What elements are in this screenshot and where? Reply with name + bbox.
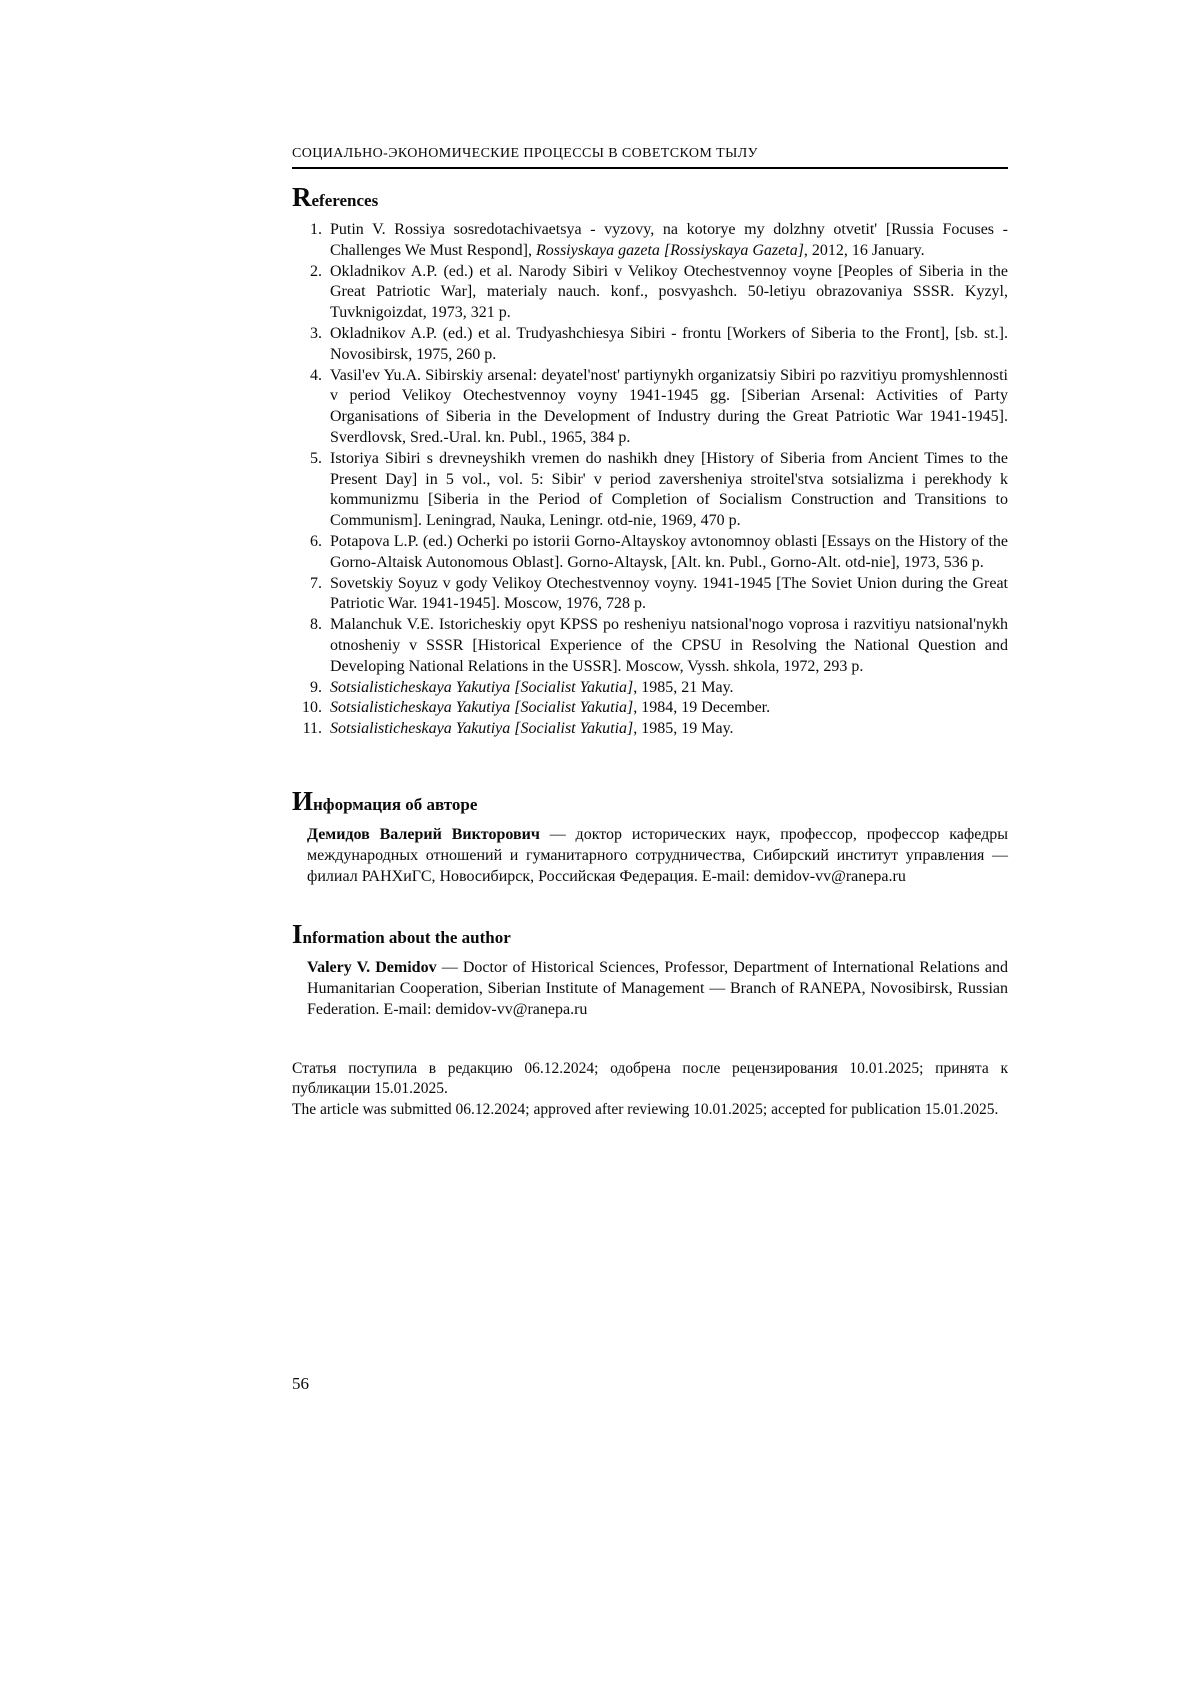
references-list	[292, 220, 1008, 740]
reference-number: 2.	[310, 262, 322, 280]
text-segment: , 1985, 19 May.	[633, 720, 734, 738]
reference-text	[330, 450, 1008, 529]
reference-item	[292, 324, 1008, 366]
reference-number: 8.	[310, 616, 322, 634]
reference-text	[330, 325, 1008, 363]
author-info-en-heading: Information about the author	[292, 919, 511, 950]
reference-text	[330, 221, 1008, 259]
reference-item	[292, 678, 1008, 699]
text-segment: Malanchuk V.E. Istoricheskiy opyt KPSS po resheniyu natsional'nogo voprosa i razvitiyu natsional'nykh otnosheniy v SSSR [Historical Experience of the CPSU in Resolving the National Question and Developing National Relations in the USSR]. Moscow, Vyssh. shkola, 1972, 293 p.	[330, 616, 1008, 675]
reference-number: 10.	[302, 699, 322, 717]
reference-number: 11.	[302, 720, 322, 738]
reference-number: 4.	[310, 366, 322, 384]
reference-item	[292, 449, 1008, 532]
running-header: СОЦИАЛЬНО-ЭКОНОМИЧЕСКИЕ ПРОЦЕССЫ В СОВЕТСКОМ ТЫЛУ	[292, 146, 758, 161]
reference-item	[292, 262, 1008, 324]
reference-text	[330, 263, 1008, 322]
text-segment: Sotsialisticheskaya Yakutiya [Socialist Yakutia]	[330, 720, 634, 738]
reference-item	[292, 719, 1008, 740]
submission-note-ru: Статья поступила в редакцию 06.12.2024; одобрена после рецензирования 10.01.2025; принята к публикации 15.01.2025.	[292, 1059, 1008, 1098]
text-segment: Sovetskiy Soyuz v gody Velikoy Otechestvennoy voyny. 1941-1945 [The Soviet Union during the Great Patriotic War. 1941-1945]. Moscow, 1976, 728 p.	[330, 574, 1008, 613]
text-segment: Okladnikov A.P. (ed.) et al. Trudyashchiesya Sibiri - frontu [Workers of Siberia to the Front], [sb. st.]. Novosibirsk, 1975, 260 p.	[330, 324, 1008, 363]
reference-number: 5.	[310, 449, 322, 467]
header-rule	[292, 167, 1008, 169]
reference-item	[292, 532, 1008, 574]
submission-note-en: The article was submitted 06.12.2024; approved after reviewing 10.01.2025; accepted for publication 15.01.2025.	[292, 1100, 999, 1118]
author-info-en-paragraph	[292, 958, 1008, 1020]
author-info-ru-heading: Информация об авторе	[292, 785, 478, 816]
reference-item	[292, 366, 1008, 449]
text-segment: Sotsialisticheskaya Yakutiya [Socialist Yakutia]	[330, 678, 634, 696]
reference-number: 6.	[310, 532, 322, 550]
reference-item	[292, 574, 1008, 616]
text-segment: Rossiyskaya gazeta [Rossiyskaya Gazeta]	[535, 241, 804, 259]
text-segment: , 2012, 16 January.	[803, 241, 925, 259]
reference-text	[330, 616, 1008, 675]
reference-text	[330, 720, 734, 737]
reference-number: 9.	[310, 678, 322, 696]
reference-text	[330, 575, 1008, 613]
text-segment: Istoriya Sibiri s drevneyshikh vremen do nashikh dney [History of Siberia from Ancient Times to the Present Day] in 5 vol., vol. 5: Sibir' v period zaversheniya stroitel'stva sotsializma i perekhody k kommunizmu [Siberia in the Period of Completion of Socialism Construction and Transitions to Communism]. Leningrad, Nauka, Leningr. otd-nie, 1969, 470 p.	[330, 449, 1008, 530]
text-segment: — Doctor of Historical Sciences, Professor, Department of International Relations and Humanitarian Cooperation, Siberian Institute of Management — Branch of RANEPA, Novosibirsk, Russian Federation. E-mail: demidov-vv@ranepa.ru	[307, 959, 1009, 1018]
reference-item	[292, 698, 1008, 719]
reference-item	[292, 220, 1008, 262]
text-segment: , 1984, 19 December.	[633, 699, 771, 717]
page-number: 56	[292, 1374, 309, 1393]
reference-text	[330, 533, 1008, 571]
text-segment: — доктор исторических наук, профессор, профессор кафедры международных отношений и гуманитарного сотрудничества, Сибирский институт управления — филиал РАНХиГС, Новосибирск, Российская Федерация. E-mail: demidov-vv@ranepa.ru	[307, 825, 1008, 885]
text-segment: Vasil'ev Yu.A. Sibirskiy arsenal: deyatel'nost' partiynykh organizatsiy Sibiri po razvitiyu promyshlennosti v period Velikoy Otechestvennoy voyny 1941-1945 gg. [Siberian Arsenal: Activities of Party Organisations of Siberia in the Development of Industry during the Great Patriotic War 1941-1945]. Sverdlovsk, Sred.-Ural. kn. Publ., 1965, 384 p.	[330, 366, 1008, 446]
author-info-ru-paragraph	[292, 825, 1008, 887]
text-segment: Putin V. Rossiya sosredotachivaetsya - vyzovy, na kotorye my dolzhny otvetit' [Russia Focuses - Challenges We Must Respond],	[330, 221, 1008, 259]
reference-number: 7.	[310, 574, 322, 592]
reference-number: 3.	[310, 324, 322, 342]
text-segment: Демидов Валерий Викторович	[307, 825, 540, 843]
references-heading: References	[292, 182, 379, 212]
text-segment: Okladnikov A.P. (ed.) et al. Narody Sibiri v Velikoy Otechestvennoy voyne [Peoples of Siberia in the Great Patriotic War], materialy nauch. konf., posvyashch. 50-letiyu obrazovaniya SSSR. Kyzyl, Tuvknigoizdat, 1973, 321 p.	[330, 262, 1008, 322]
text-segment: , 1985, 21 May.	[633, 678, 734, 696]
text-segment: Potapova L.P. (ed.) Ocherki po istorii Gorno-Altayskoy avtonomnoy oblasti [Essays on the History of the Gorno-Altaisk Autonomous Oblast]. Gorno-Altaysk, [Alt. kn. Publ., Gorno-Alt. otd-nie], 1973, 536 p.	[330, 532, 1008, 571]
submission-dates	[292, 1059, 1008, 1121]
text-segment: Sotsialisticheskaya Yakutiya [Socialist Yakutia]	[330, 699, 634, 717]
reference-number: 1.	[310, 221, 322, 238]
text-segment: Valery V. Demidov	[307, 959, 437, 977]
reference-text	[330, 367, 1008, 446]
reference-text	[330, 699, 770, 716]
reference-text	[330, 679, 734, 696]
page-content	[292, 146, 1008, 1120]
reference-item	[292, 615, 1008, 677]
